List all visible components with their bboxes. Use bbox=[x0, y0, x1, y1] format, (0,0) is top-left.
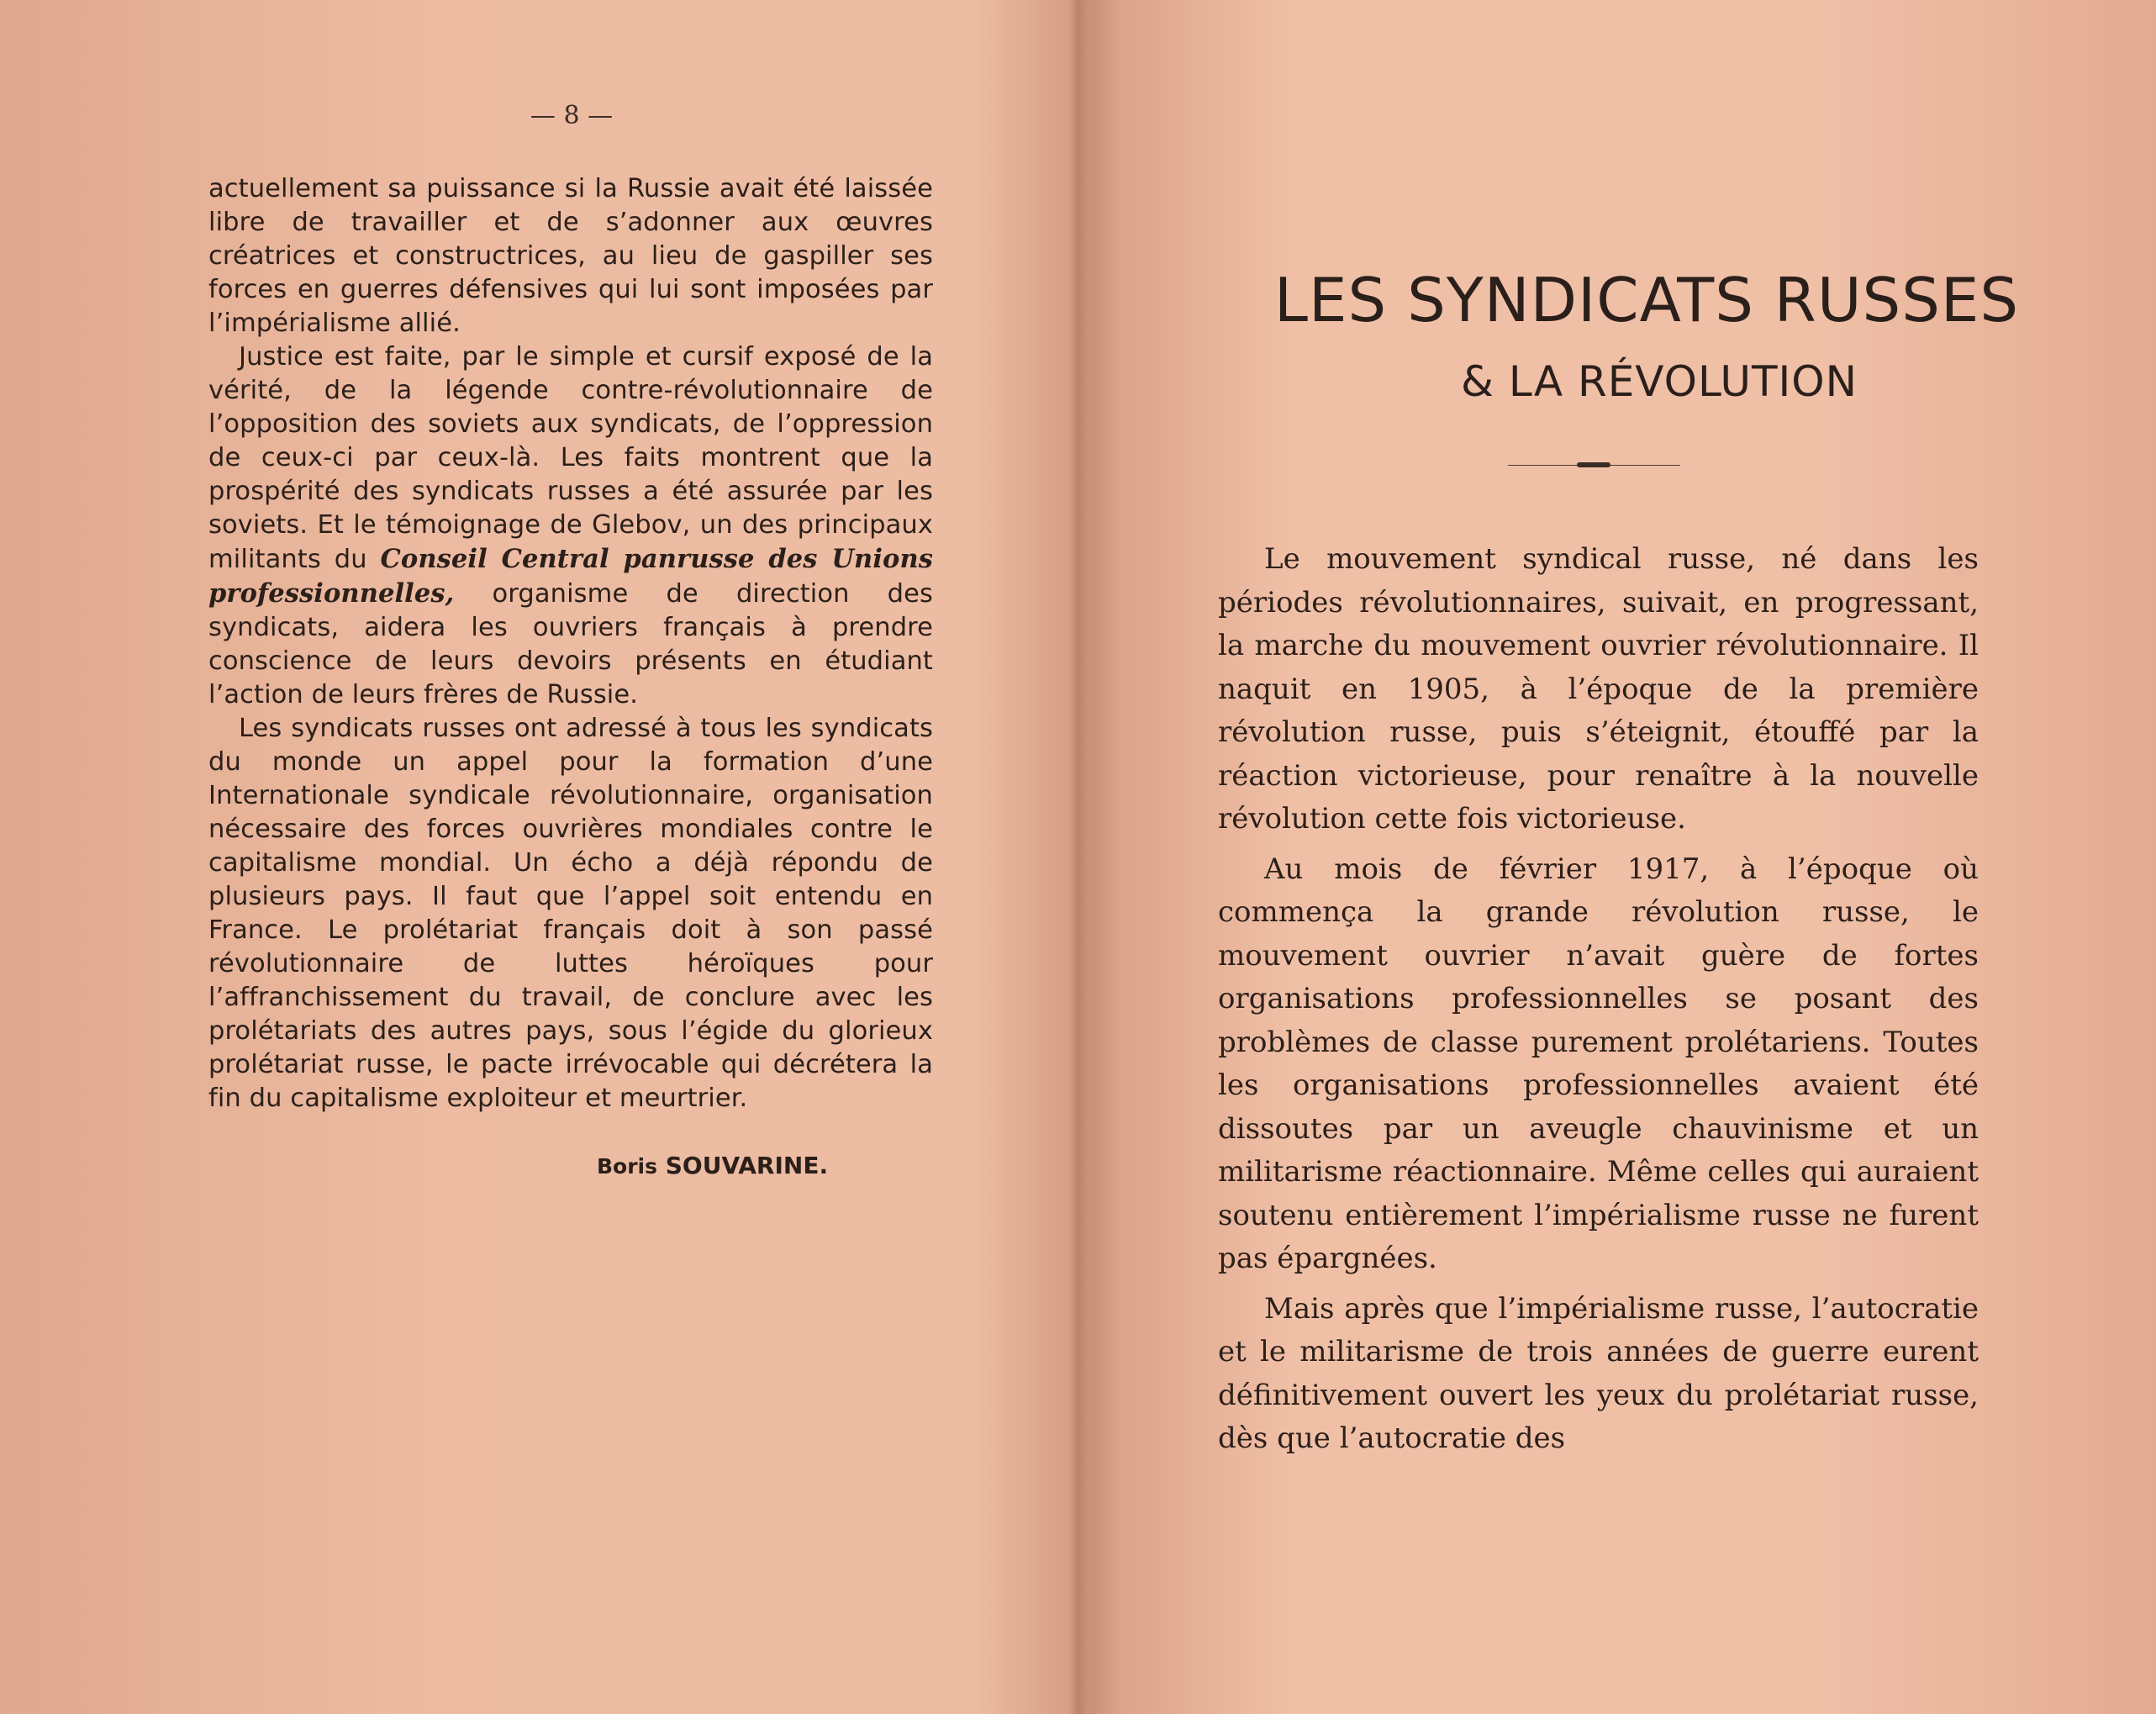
divider-ornament bbox=[1577, 462, 1610, 467]
paragraph bbox=[208, 340, 933, 712]
right-page bbox=[1088, 0, 2156, 1714]
chapter-subtitle: & LA RÉVOLUTION bbox=[1460, 357, 1858, 406]
left-page bbox=[0, 0, 1069, 1714]
signature-first-name: Boris bbox=[597, 1154, 658, 1179]
paragraph-text: Justice est faite, par le simple et cursif exposé de la vérité, de la légende contre-révolutionnaire de l’opposition des soviets aux syndicats, de l’oppression de ceux-ci par ceux-là. Les faits montrent que la prospérité des syndicats russes a été assurée par les soviets. Et le témoignage de Glebov, un des principaux militants du bbox=[208, 342, 933, 574]
right-page-text bbox=[1218, 538, 1979, 1468]
chapter-title: LES SYNDICATS RUSSES bbox=[1273, 265, 2020, 335]
page-number: — 8 — bbox=[530, 101, 614, 130]
paragraph: actuellement sa puissance si la Russie avait été laissée libre de travailler et de s’adonner aux œuvres créatrices et constructrices, au lieu de gaspiller ses forces en guerres défensives qui lui sont imposées par l’impérialisme allié. bbox=[208, 174, 933, 338]
paragraph: Les syndicats russes ont adressé à tous les syndicats du monde un appel pour la formation d’une Internationale syndicale révolutionnaire, organisation nécessaire des forces ouvrières mondiales contre le capitalisme mondial. Un écho a déjà répondu de plusieurs pays. Il faut que l’appel soit entendu en France. Le prolétariat français doit à son passé révolutionnaire de luttes héroïques pour l’affranchissement du travail, de conclure avec les prolétariats des autres pays, sous l’égide du glorieux prolétariat russe, le pacte irrévocable qui décrétera la fin du capitalisme exploiteur et meurtrier. bbox=[208, 714, 933, 1113]
paragraph: Au mois de février 1917, à l’époque où commença la grande révolution russe, le mouvement ouvrier n’avait guère de fortes organisations professionnelles se posant des problèmes de classe purement prolétariens. Toutes les organisations professionnelles avaient été dissoutes par un aveugle chauvinisme et un militarisme réactionnaire. Même celles qui auraient soutenu entièrement l’impérialisme russe ne furent pas épargnées. bbox=[1218, 852, 1979, 1275]
paragraph-text: organisme de direction des syndicats, aidera les ouvriers français à prendre conscience de leurs devoirs présents en étudiant l’action de leurs frères de Russie. bbox=[208, 579, 933, 709]
paragraph: Le mouvement syndical russe, né dans les périodes révolutionnaires, suivait, en progressant, la marche du mouvement ouvrier révolutionnaire. Il naquit en 1905, à l’époque de la première révolution russe, puis s’éteignit, étouffé par la réaction victorieuse, pour renaître à la nouvelle révolution cette fois victorieuse. bbox=[1218, 542, 1979, 836]
signature bbox=[597, 1152, 883, 1179]
paragraph: Mais après que l’impérialisme russe, l’autocratie et le militarisme de trois années de guerre eurent définitivement ouvert les yeux du prolétariat russe, dès que l’autocratie des bbox=[1218, 1291, 1979, 1455]
italic-phrase: Conseil Central panrusse des Unions professionnelles, bbox=[208, 544, 933, 609]
ornamental-divider bbox=[1508, 464, 1680, 467]
left-page-text bbox=[208, 172, 933, 1115]
page-fold bbox=[1069, 0, 1088, 1714]
signature-last-name: SOUVARINE. bbox=[665, 1152, 829, 1179]
